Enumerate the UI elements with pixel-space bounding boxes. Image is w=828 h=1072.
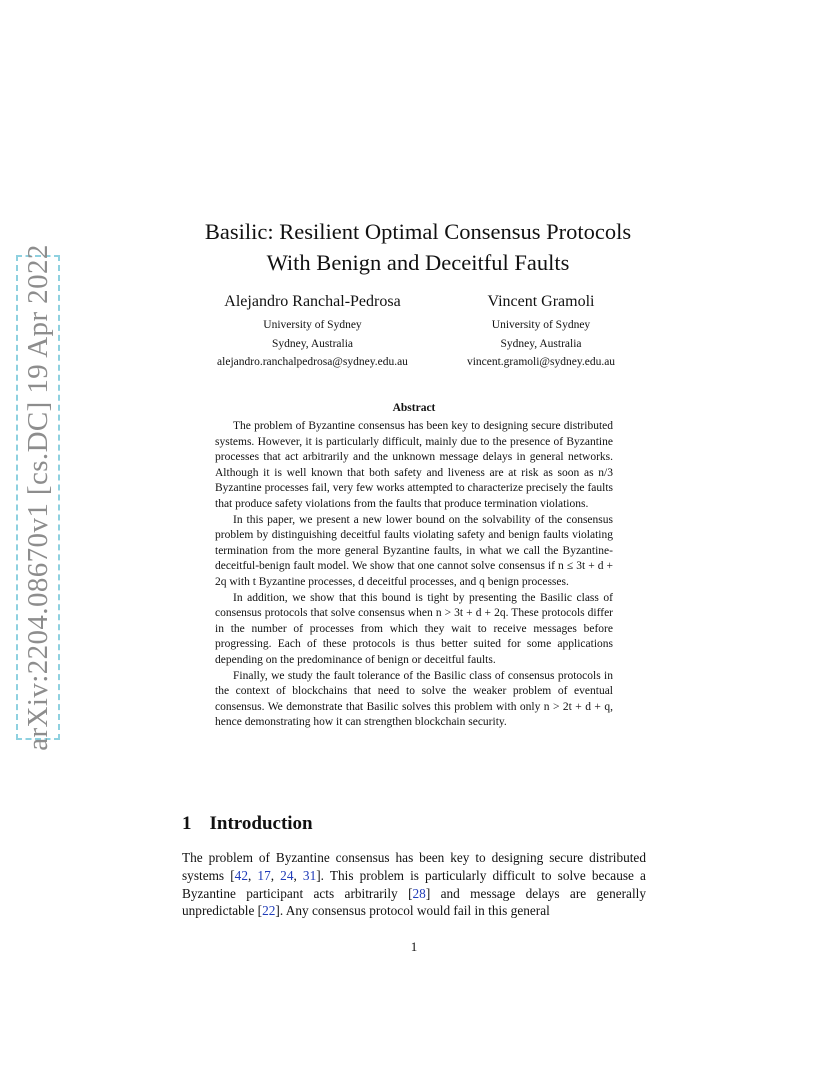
intro-text: The problem of Byzantine consensus has been key to designing secure distributed systems [ (182, 850, 646, 883)
page-number: 1 (410, 939, 418, 954)
section-title: Introduction (209, 813, 313, 834)
abstract-paragraph: In addition, we show that this bound is tight by presenting the Basilic class of consensus protocols that solve consensus when n > 3t + d + 2q. These protocols differ in the number of processes from which they wait to receive messages before progressing. Each of these protocols is thus better suited for some applications depending on the predominance of benign or deceitful faults. (215, 591, 613, 666)
abstract-paragraph: The problem of Byzantine consensus has been key to designing secure distributed systems. However, it is particularly difficult, mainly due to the presence of Byzantine processes that act arbitrarily and the unknown message delays in general networks. Although it is well known that both safety and liveness are at risk as soon as n/3 Byzantine processes fail, very few works attempted to characterize precisely the faults that produce safety violations from the faults that produce termination violations. (215, 420, 613, 510)
citation-link[interactable]: 24 (280, 867, 294, 883)
section-heading (182, 813, 313, 835)
author-location: Sydney, Australia (500, 337, 582, 350)
abstract-paragraph: Finally, we study the fault tolerance of the Basilic class of consensus protocols in the context of blockchains that need to solve the weaker problem of eventual consensus. We demonstrate that Basilic solves this problem with only n > 2t + d + q, hence demonstrating how it can strengthen blockchain security. (215, 669, 613, 729)
intro-paragraph (182, 849, 646, 920)
title-line-2: With Benign and Deceitful Faults (266, 250, 570, 275)
author-affiliation: University of Sydney (263, 319, 362, 331)
arxiv-stamp (16, 244, 60, 751)
intro-text: , (293, 867, 303, 883)
abstract-heading: Abstract (392, 402, 436, 414)
abstract-body (215, 419, 613, 731)
citation-link[interactable]: 28 (412, 885, 426, 901)
author-name: Alejandro Ranchal-Pedrosa (224, 293, 401, 310)
intro-text: , (270, 867, 281, 883)
author-email[interactable]: alejandro.ranchalpedrosa@sydney.edu.au (217, 356, 408, 368)
author-block-2 (447, 292, 635, 372)
intro-text: ]. This problem is particularly difficult to solve because a Byzantine participant acts arbitrarily [ (182, 867, 646, 901)
intro-text: ] and message delays are generally unpredictable [ (182, 885, 646, 919)
abstract-paragraph: In this paper, we present a new lower bound on the solvability of the consensus problem by distinguishing deceitful faults violating safety and benign faults violating termination from the more general Byzantine faults, in what we call the Byzantine-deceitful-benign fault model. We show that one cannot solve consensus if n ≤ 3t + d + 2q with t Byzantine processes, d deceitful processes, and q benign processes. (215, 513, 613, 588)
arxiv-stamp-text[interactable]: arXiv:2204.08670v1 [cs.DC] 19 Apr 2022 (21, 244, 54, 751)
author-email[interactable]: vincent.gramoli@sydney.edu.au (466, 356, 616, 368)
section-number: 1 (182, 813, 192, 834)
citation-link[interactable]: 17 (257, 867, 271, 883)
citation-link[interactable]: 31 (302, 867, 317, 883)
title-line-1: Basilic: Resilient Optimal Consensus Protocols (204, 219, 632, 244)
citation-link[interactable]: 42 (234, 867, 248, 883)
author-location: Sydney, Australia (271, 337, 354, 350)
paper-title (120, 216, 716, 278)
intro-text: , (247, 867, 258, 883)
intro-text: ]. Any consensus protocol would fail in this general (275, 903, 550, 919)
author-affiliation: University of Sydney (491, 319, 591, 331)
author-block-1 (190, 292, 435, 372)
introduction-body (182, 849, 646, 920)
author-name: Vincent Gramoli (487, 293, 595, 310)
citation-link[interactable]: 22 (262, 903, 276, 919)
